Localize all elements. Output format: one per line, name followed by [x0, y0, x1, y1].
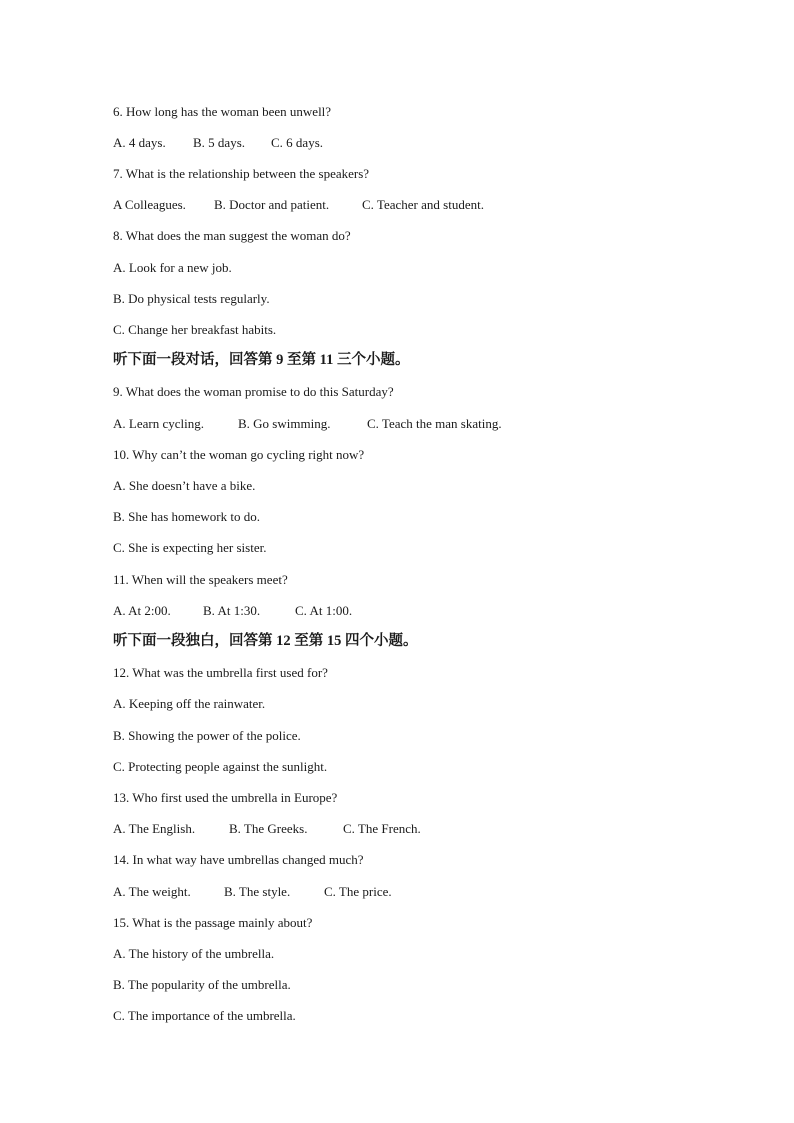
option-15c: C. The importance of the umbrella.: [113, 1008, 296, 1023]
options-row-9: [113, 416, 502, 432]
option-7b: B. Doctor and patient.: [214, 197, 330, 212]
options-row-6: [113, 135, 323, 151]
option-10c: C. She is expecting her sister.: [113, 540, 267, 555]
option-8a: A. Look for a new job.: [113, 260, 232, 275]
options-row-13: [113, 821, 421, 837]
question-10: 10. Why can’t the woman go cycling right now?: [113, 447, 365, 462]
option-14b: B. The style.: [224, 884, 291, 899]
option-14c: C. The price.: [324, 884, 392, 899]
section-heading-dialogue: 听下面一段对话，回答第 9 至第 11 三个小题。: [113, 352, 410, 368]
option-9c: C. Teach the man skating.: [367, 416, 502, 431]
option-9a: A. Learn cycling.: [113, 416, 204, 431]
option-13c: C. The French.: [343, 821, 421, 836]
option-15b: B. The popularity of the umbrella.: [113, 977, 291, 992]
option-9b: B. Go swimming.: [238, 416, 331, 431]
option-15a: A. The history of the umbrella.: [113, 946, 275, 961]
option-11a: A. At 2:00.: [113, 603, 171, 618]
options-row-14: [113, 884, 392, 900]
option-8c: C. Change her breakfast habits.: [113, 322, 277, 337]
option-12c: C. Protecting people against the sunlight.: [113, 759, 328, 774]
option-10a: A. She doesn’t have a bike.: [113, 478, 256, 493]
options-row-7: [113, 197, 484, 213]
options-row-11: [113, 603, 352, 619]
option-11c: C. At 1:00.: [295, 603, 353, 618]
option-10b: B. She has homework to do.: [113, 509, 260, 524]
option-12b: B. Showing the power of the police.: [113, 728, 301, 743]
option-6b: B. 5 days.: [193, 135, 245, 150]
option-13a: A. The English.: [113, 821, 196, 836]
option-12a: A. Keeping off the rainwater.: [113, 696, 266, 711]
option-7c: C. Teacher and student.: [362, 197, 484, 212]
option-13b: B. The Greeks.: [229, 821, 308, 836]
question-13: 13. Who first used the umbrella in Europe?: [113, 790, 338, 805]
option-11b: B. At 1:30.: [203, 603, 261, 618]
option-6c: C. 6 days.: [271, 135, 323, 150]
option-7a: A Colleagues.: [113, 197, 186, 212]
option-14a: A. The weight.: [113, 884, 191, 899]
question-9: 9. What does the woman promise to do this Saturday?: [113, 384, 394, 399]
section-heading-monologue: 听下面一段独白，回答第 12 至第 15 四个小题。: [113, 633, 418, 649]
question-12: 12. What was the umbrella first used for?: [113, 665, 328, 680]
option-6a: A. 4 days.: [113, 135, 166, 150]
question-7: 7. What is the relationship between the speakers?: [113, 166, 370, 181]
question-11: 11. When will the speakers meet?: [113, 572, 288, 587]
question-14: 14. In what way have umbrellas changed much?: [113, 852, 364, 867]
question-8: 8. What does the man suggest the woman do?: [113, 228, 351, 243]
question-6: 6. How long has the woman been unwell?: [113, 104, 332, 119]
question-15: 15. What is the passage mainly about?: [113, 915, 313, 930]
option-8b: B. Do physical tests regularly.: [113, 291, 270, 306]
